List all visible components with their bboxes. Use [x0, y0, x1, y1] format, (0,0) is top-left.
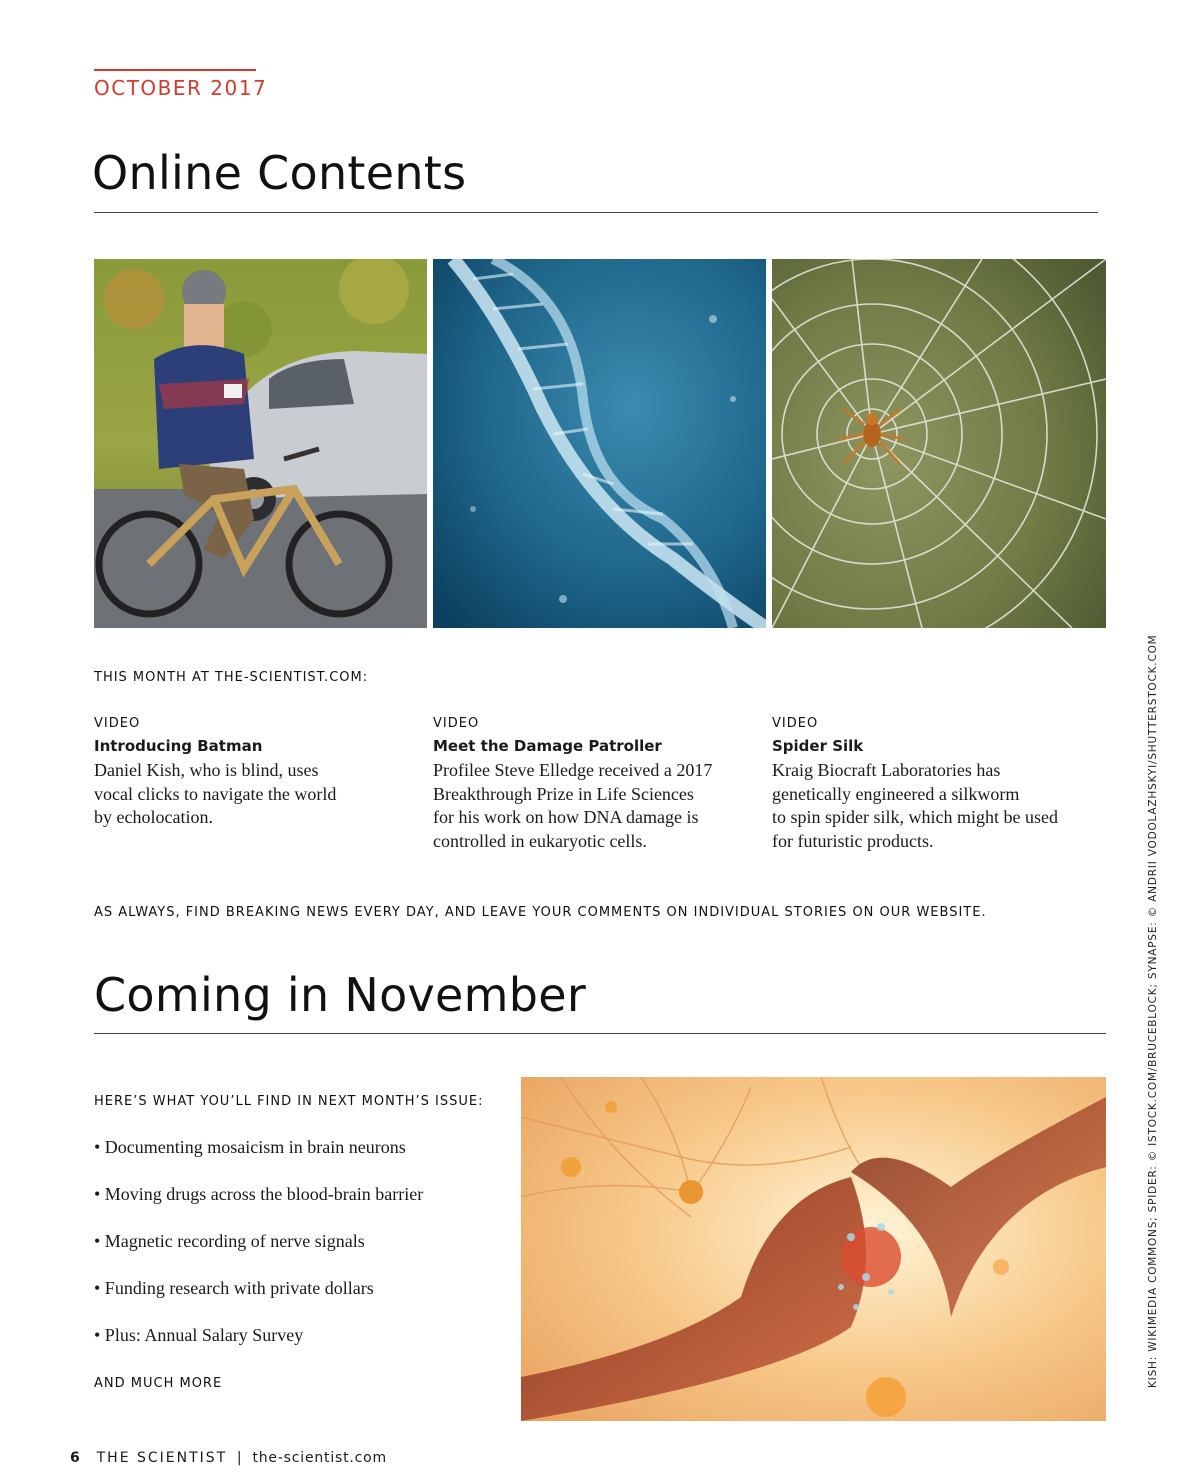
issue-date-rule — [94, 69, 256, 71]
breaking-news-note: AS ALWAYS, FIND BREAKING NEWS EVERY DAY, AND LEAVE YOUR COMMENTS ON INDIVIDUAL STORIES ON OUR WEBSITE. — [94, 905, 987, 920]
list-item: • Documenting mosaicism in brain neurons — [94, 1137, 406, 1157]
page-footer — [70, 1450, 387, 1466]
coming-intro: HERE’S WHAT YOU’LL FIND IN NEXT MONTH’S ISSUE: — [94, 1094, 484, 1109]
video-description: Kraig Biocraft Laboratories has genetically engineered a silkworm to spin spider silk, which might be used for futuristic products. — [772, 760, 1058, 851]
coming-rule — [94, 1033, 1106, 1034]
online-contents-rule — [94, 212, 1098, 213]
video-description: Daniel Kish, who is blind, uses vocal clicks to navigate the world by echolocation. — [94, 760, 337, 827]
video-title[interactable]: Spider Silk — [772, 737, 864, 755]
and-much-more: AND MUCH MORE — [94, 1376, 223, 1391]
online-intro: THIS MONTH AT THE-SCIENTIST.COM: — [94, 670, 369, 685]
magazine-name: THE SCIENTIST — [96, 1450, 228, 1466]
video-title[interactable]: Introducing Batman — [94, 737, 263, 755]
video-title[interactable]: Meet the Damage Patroller — [433, 737, 662, 755]
video-item-spider-silk[interactable] — [772, 716, 1092, 853]
coming-list — [94, 1135, 504, 1370]
coming-title: Coming in November — [94, 968, 587, 1022]
issue-date: OCTOBER 2017 — [94, 76, 268, 100]
video-kind-label: VIDEO — [433, 716, 480, 731]
video-kind-label: VIDEO — [772, 716, 819, 731]
list-item: • Funding research with private dollars — [94, 1278, 374, 1298]
video-description: Profilee Steve Elledge received a 2017 Breakthrough Prize in Life Sciences for his work on how DNA damage is controlled in eukaryotic cells. — [433, 760, 713, 851]
page-number: 6 — [70, 1450, 81, 1466]
dna-photo — [433, 259, 766, 628]
list-item: • Magnetic recording of nerve signals — [94, 1231, 365, 1251]
photo-credit: KISH: WIKIMEDIA COMMONS; SPIDER: © ISTOCK.COM/BRUCEBLOCK; SYNAPSE: © ANDRII VODOLAZHSKYI/SHUTTERSTOCK.COM — [1147, 634, 1159, 1388]
footer-separator: | — [236, 1450, 243, 1466]
list-item: • Moving drugs across the blood-brain barrier — [94, 1184, 424, 1204]
spider-photo — [772, 259, 1106, 628]
synapse-photo — [521, 1077, 1106, 1421]
website-link[interactable]: the-scientist.com — [252, 1450, 387, 1466]
online-contents-title: Online Contents — [92, 146, 467, 200]
video-item-batman[interactable] — [94, 716, 394, 830]
video-kind-label: VIDEO — [94, 716, 141, 731]
list-item: • Plus: Annual Salary Survey — [94, 1325, 304, 1345]
video-item-damage-patroller[interactable] — [433, 716, 733, 853]
cyclist-photo — [94, 259, 427, 628]
